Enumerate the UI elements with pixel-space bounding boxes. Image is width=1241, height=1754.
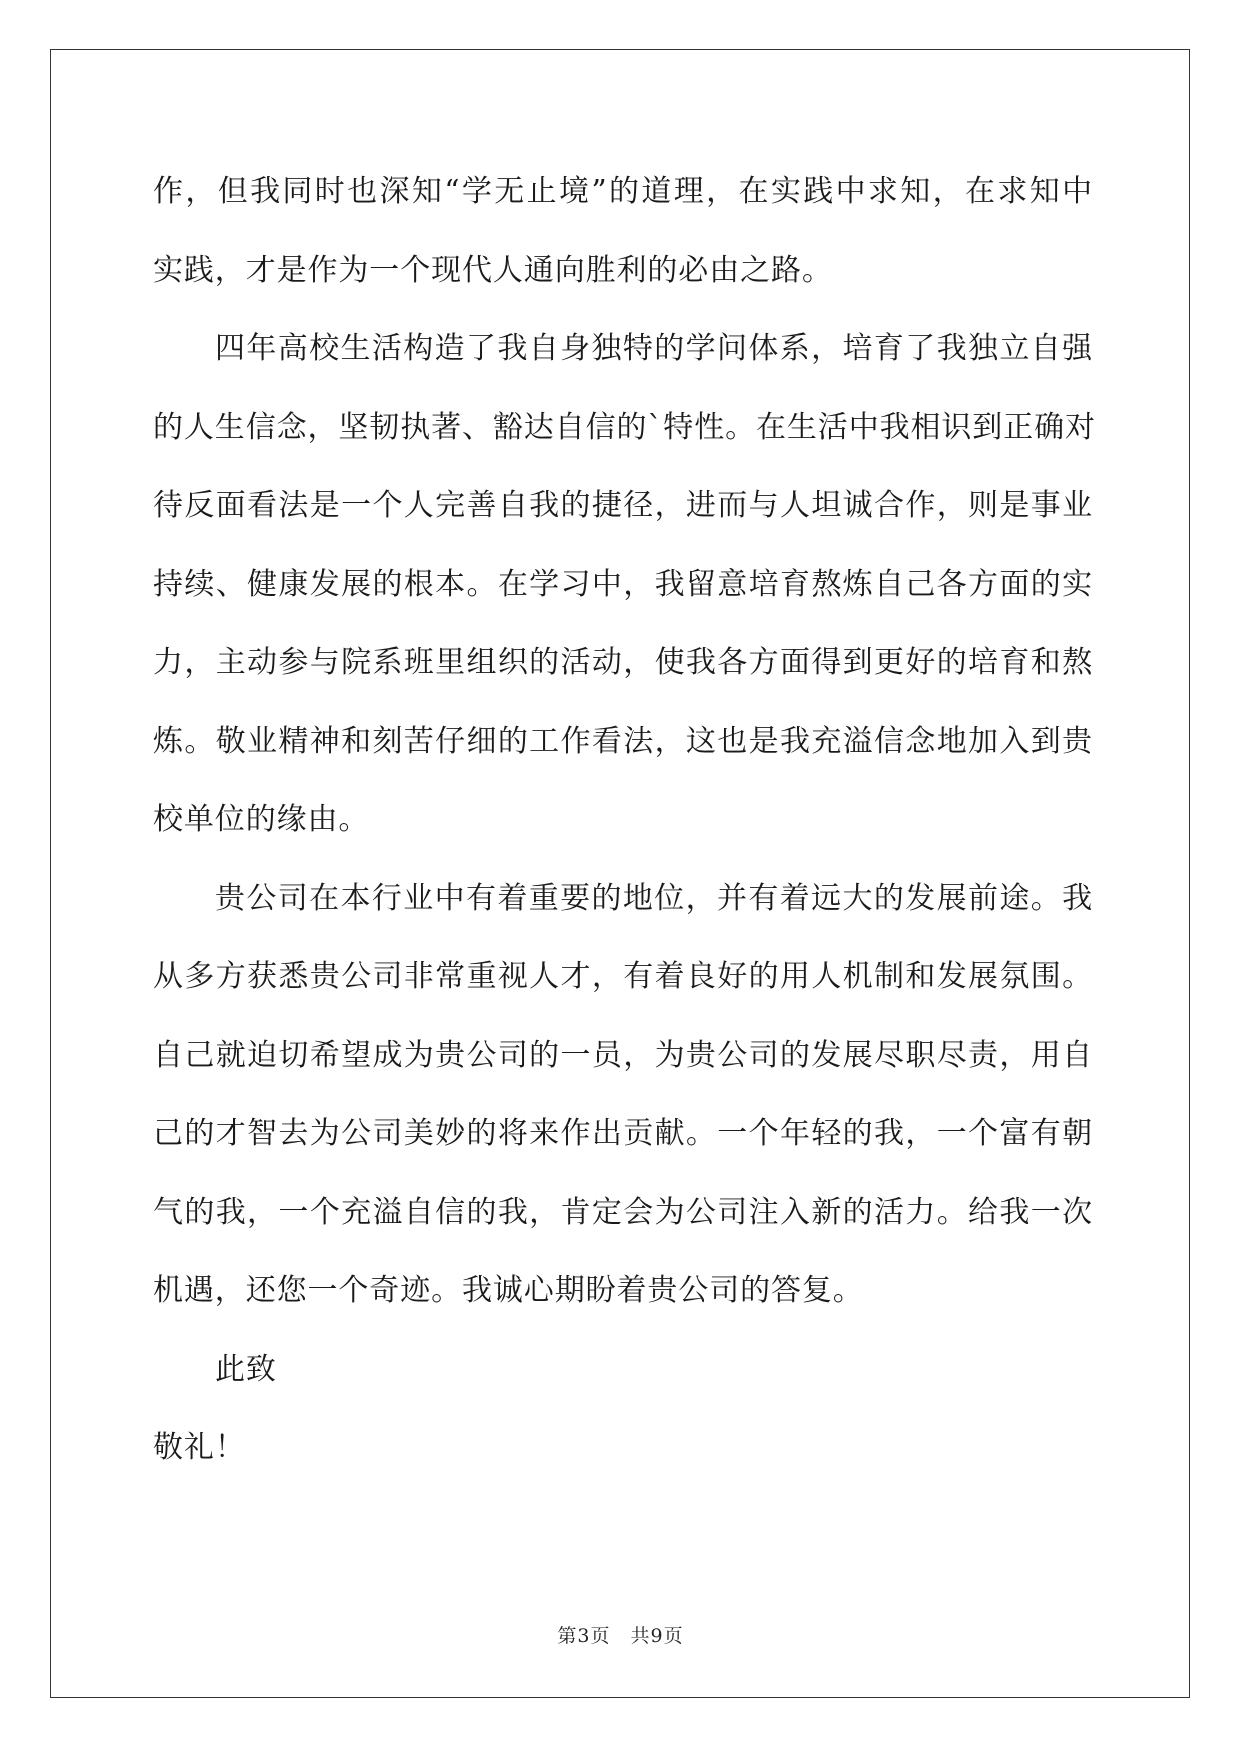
page-footer: 第3页 共9页 — [557, 1625, 684, 1647]
text-line: 炼。敬业精神和刻苦仔细的工作看法，这也是我充溢信念地加入到贵 — [153, 723, 1093, 759]
text-line: 自己就迫切希望成为贵公司的一员，为贵公司的发展尽职尽责，用自 — [153, 1037, 1093, 1073]
text-line: 力，主动参与院系班里组织的活动，使我各方面得到更好的培育和熬 — [153, 645, 1093, 680]
text-line: 的人生信念，坚韧执著、豁达自信的`特性。在生活中我相识到正确对 — [153, 409, 1096, 445]
text-line: 贵公司在本行业中有着重要的地位，并有着远大的发展前途。我 — [215, 880, 1093, 916]
text-line: 此致 — [215, 1351, 277, 1387]
text-line: 四年高校生活构造了我自身独特的学问体系，培育了我独立自强 — [215, 331, 1093, 366]
text-line: 敬礼！ — [153, 1430, 246, 1465]
text-line: 待反面看法是一个人完善自我的捷径，进而与人坦诚合作，则是事业 — [153, 488, 1093, 523]
text-line: 机遇，还您一个奇迹。我诚心期盼着贵公司的答复。 — [153, 1273, 864, 1308]
text-line: 校单位的缘由。 — [153, 802, 370, 837]
text-line: 己的才智去为公司美妙的将来作出贡献。一个年轻的我，一个富有朝 — [153, 1116, 1093, 1151]
text-line: 气的我，一个充溢自信的我，肯定会为公司注入新的活力。给我一次 — [153, 1194, 1093, 1230]
text-line: 作，但我同时也深知“学无止境”的道理，在实践中求知，在求知中 — [153, 174, 1093, 209]
text-line: 从多方获悉贵公司非常重视人才，有着良好的用人机制和发展氛围。 — [153, 959, 1093, 994]
text-line: 实践，才是作为一个现代人通向胜利的必由之路。 — [153, 252, 833, 288]
text-line: 持续、健康发展的根本。在学习中，我留意培育熬炼自己各方面的实 — [153, 566, 1093, 602]
letter-body — [153, 162, 1096, 1497]
